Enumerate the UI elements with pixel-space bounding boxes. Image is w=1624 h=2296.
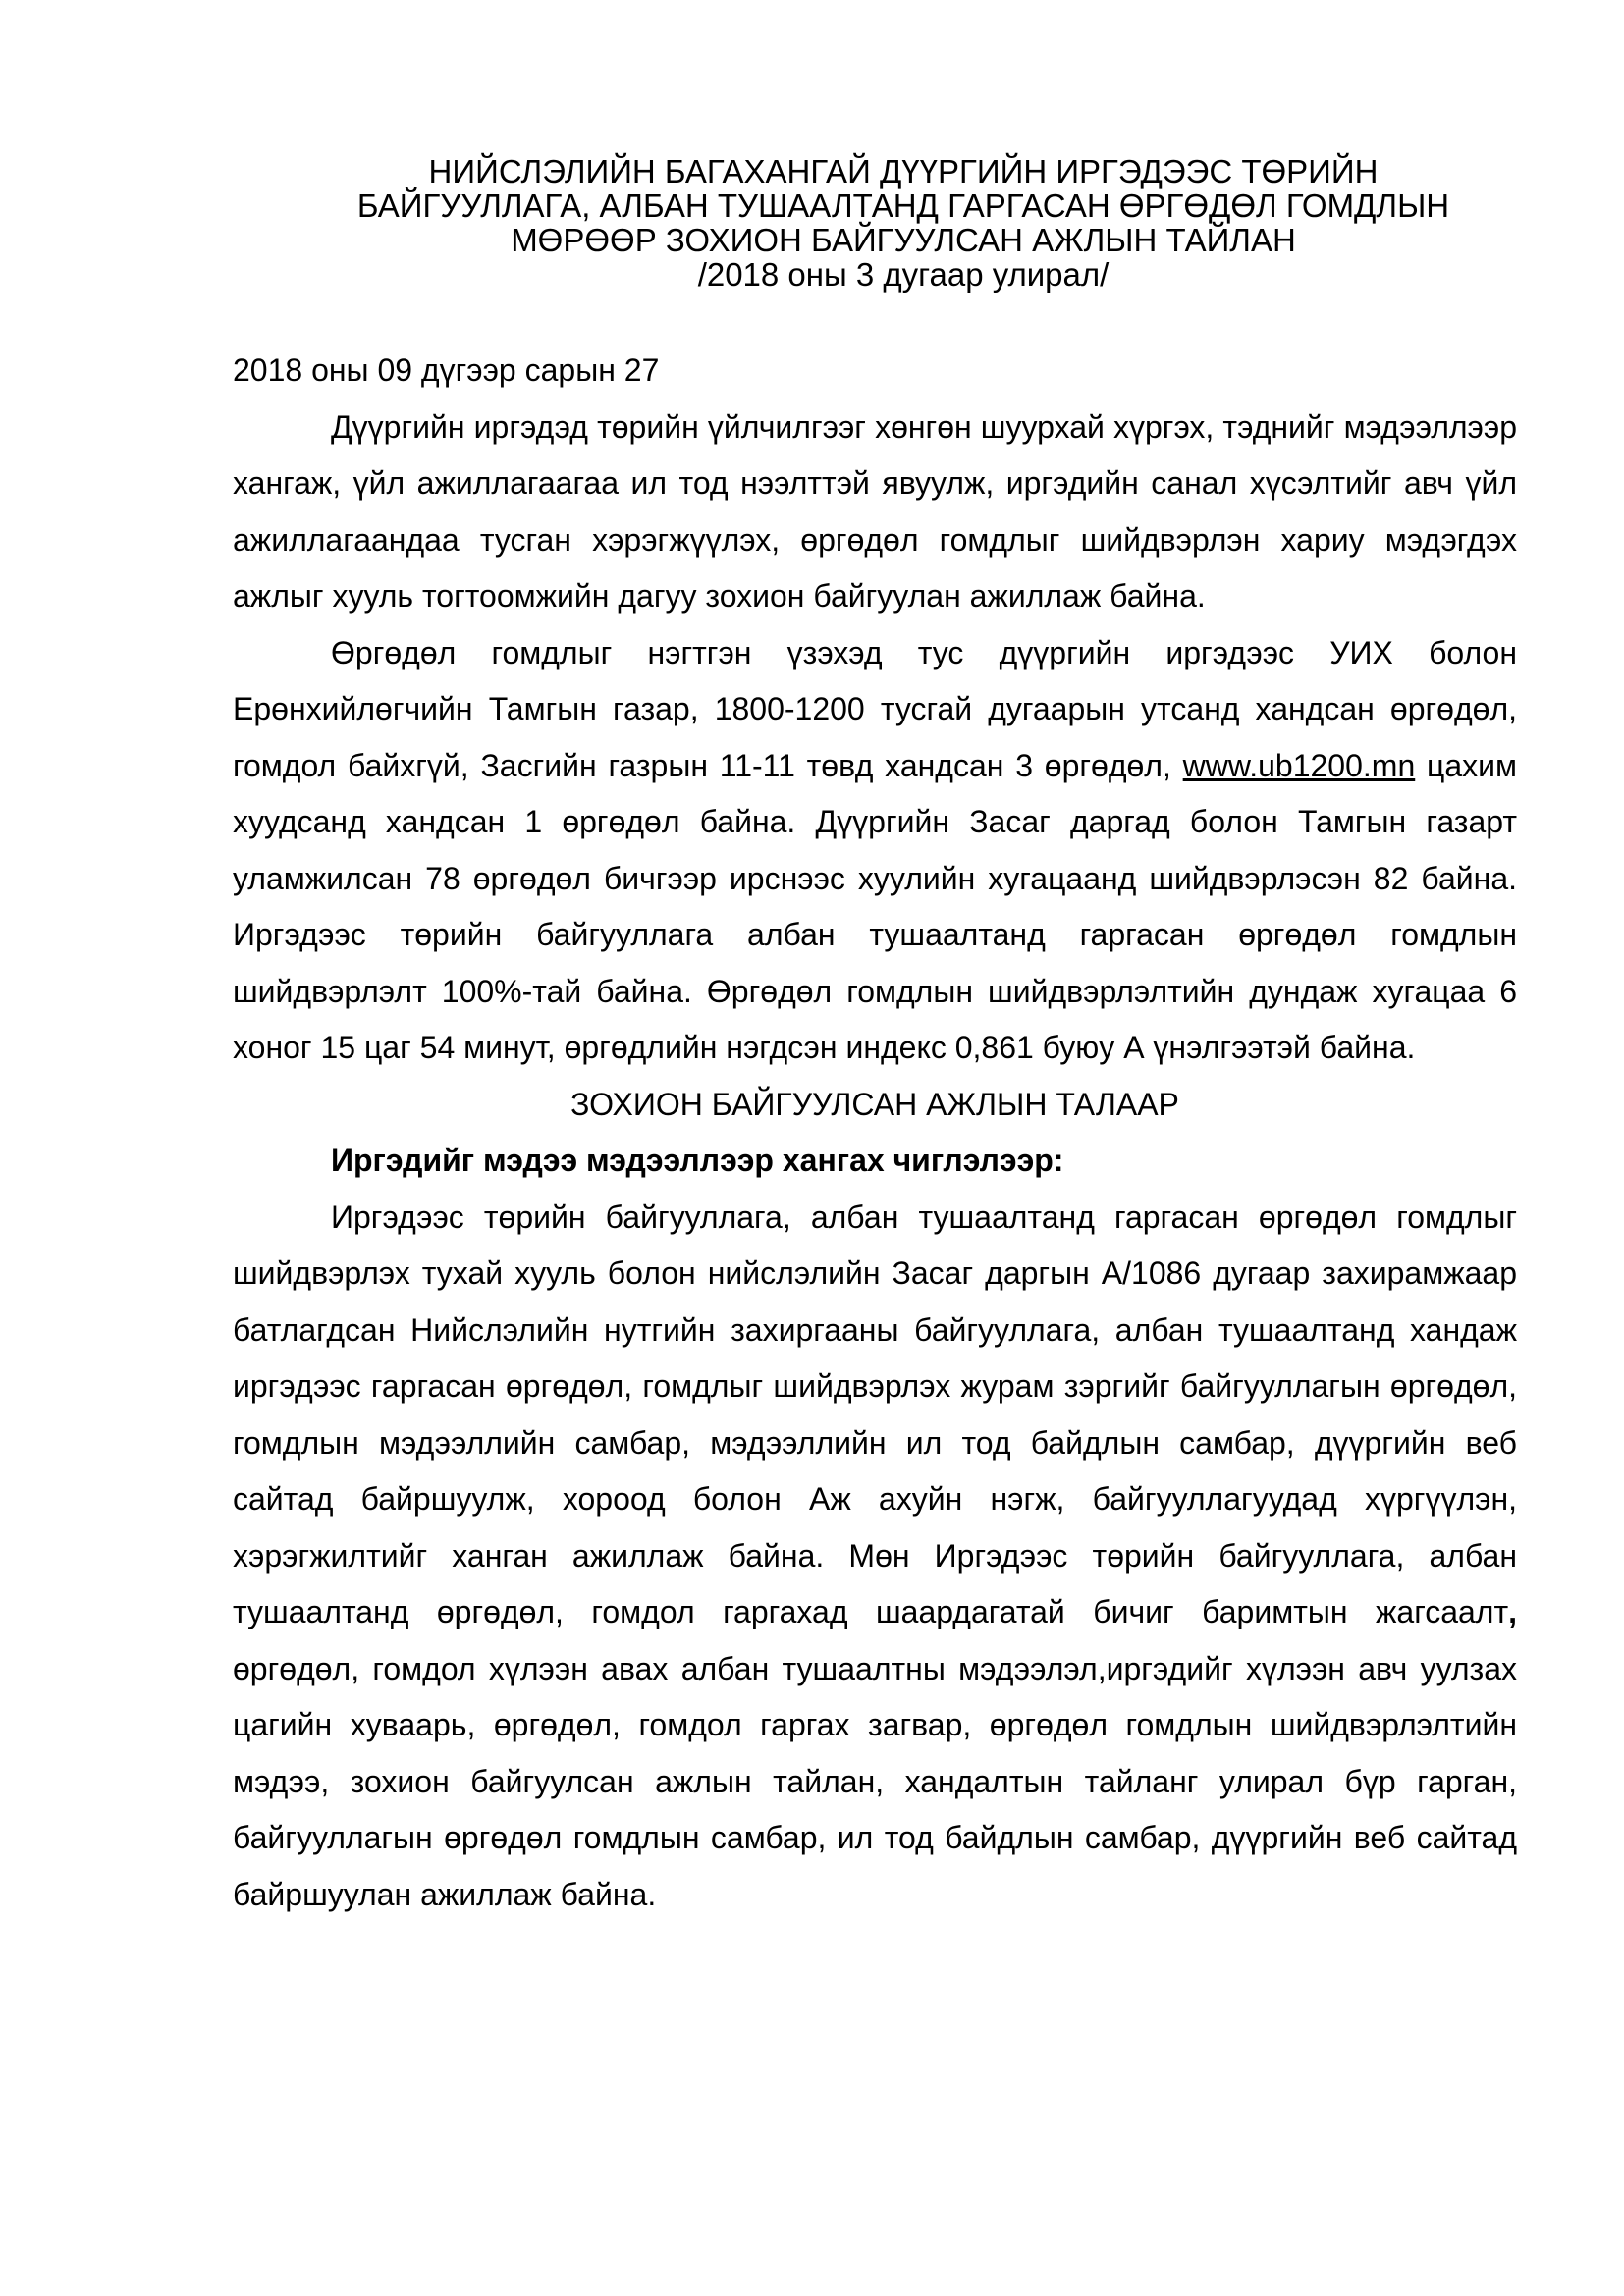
- intro-paragraph: Дүүргийн иргэдэд төрийн үйлчилгээг хөнгөн шуурхай хүргэх, тэднийг мэдээллээр хангаж, үйл ажиллагаагаа ил тод нээлттэй явуулж, иргэдийн санал хүсэлтийг авч үйл ажиллагаандаа тусган хэрэгжүүлэх, өргөдөл гомдлыг шийдвэрлэн хариу мэдэгдэх ажлыг хууль тогтоомжийн дагуу зохион байгуулан ажиллаж байна.: [233, 408, 1517, 614]
- report-title-line: БАЙГУУЛЛАГА, АЛБАН ТУШААЛТАНД ГАРГАСАН ӨРГӨДӨЛ ГОМДЛЫН: [356, 187, 1450, 224]
- report-period: /2018 оны 3 дугаар улирал/: [697, 256, 1110, 293]
- report-title-line: МӨРӨӨР ЗОХИОН БАЙГУУЛСАН АЖЛЫН ТАЙЛАН: [511, 222, 1296, 258]
- report-date: 2018 оны 09 дүгээр сарын 27: [233, 352, 660, 388]
- document-body: [233, 343, 1517, 1923]
- ub1200-link[interactable]: www.ub1200.mn: [1182, 747, 1416, 783]
- subsection-heading: Иргэдийг мэдээ мэдээллээр хангах чиглэлээр:: [331, 1143, 1064, 1178]
- report-title-line: НИЙСЛЭЛИЙН БАГАХАНГАЙ ДҮҮРГИЙН ИРГЭДЭЭС ТӨРИЙН: [428, 153, 1379, 189]
- section-heading: ЗОХИОН БАЙГУУЛСАН АЖЛЫН ТАЛААР: [570, 1086, 1179, 1122]
- information-bold-comma: ,: [1508, 1594, 1517, 1629]
- statistics-paragraph: [233, 625, 1517, 1077]
- information-text-part2: өргөдөл, гомдол хүлээн авах албан тушаалтны мэдээлэл,иргэдийг хүлээн авч уулзах цагийн хуваарь, өргөдөл, гомдол гаргах загвар, өргөдөл гомдлын шийдвэрлэлтийн мэдээ, зохион байгуулсан ажлын тайлан, хандалтын тайланг улирал бүр гарган, байгууллагын өргөдөл гомдлын самбар, ил тод байдлын самбар, дүүргийн веб сайтад байршуулан ажиллаж байна.: [233, 1650, 1517, 1912]
- information-text-part1: Иргэдээс төрийн байгууллага, албан тушаалтанд гаргасан өргөдөл гомдлыг шийдвэрлэх тухай хууль болон нийслэлийн Засаг даргын А/1086 дугаар захирамжаар батлагдсан Нийслэлийн нутгийн захиргааны байгууллага, албан тушаалтанд хандаж иргэдээс гаргасан өргөдөл, гомдлыг шийдвэрлэх журам зэргийг байгууллагын өргөдөл, гомдлын мэдээллийн самбар, мэдээллийн ил тод байдлын самбар, дүүргийн веб сайтад байршуулж, хороод болон Аж ахуйн нэгж, байгууллагуудад хүргүүлэн, хэрэгжилтийг ханган ажиллаж байна. Мөн Иргэдээс төрийн байгууллага, албан тушаалтанд өргөдөл, гомдол гаргахад шаардагатай бичиг баримтын жагсаалт: [233, 1199, 1517, 1629]
- statistics-text-part2: цахим хуудсанд хандсан 1 өргөдөл байна. Дүүргийн Засаг даргад болон Тамгын газарт уламжилсан 78 өргөдөл бичгээр ирснээс хуулийн хугацаанд шийдвэрлэсэн 82 байна. Иргэдээс төрийн байгууллага албан тушаалтанд гаргасан өргөдөл гомдлын шийдвэрлэлт 100%-тай байна. Өргөдөл гомдлын шийдвэрлэлтийн дундаж хугацаа 6 хоног 15 цаг 54 минут, өргөдлийн нэгдсэн индекс 0,861 буюу А үнэлгээтэй байна.: [233, 747, 1518, 1065]
- report-title: [295, 154, 1512, 292]
- statistics-text-part1: Өргөдөл гомдлыг нэгтгэн үзэхэд тус дүүргийн иргэдээс УИХ болон Ерөнхийлөгчийн Тамгын газар, 1800-1200 тусгай дугаарын утсанд хандсан өргөдөл, гомдол байхгүй, Засгийн газрын 11-11 төвд хандсан 3 өргөдөл,: [233, 634, 1517, 783]
- information-paragraph: [233, 1190, 1517, 1924]
